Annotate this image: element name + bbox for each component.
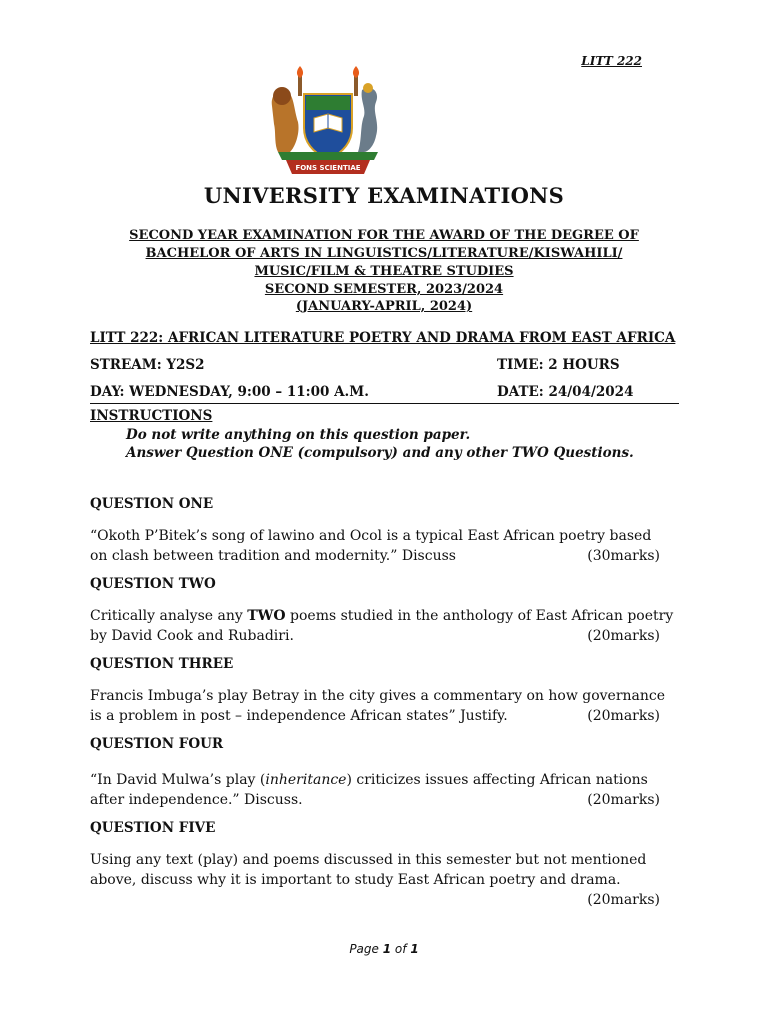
- day-field: DAY: WEDNESDAY, 9:00 – 11:00 A.M.: [90, 384, 369, 400]
- divider-rule: [90, 403, 679, 404]
- question-five-text: [90, 850, 678, 910]
- question-one-text: [90, 526, 678, 566]
- question-four-heading: QUESTION FOUR: [90, 736, 224, 752]
- question-four-line-2: after independence.” Discuss.: [90, 792, 303, 808]
- course-code: LITT 222: [581, 54, 642, 68]
- question-two-line-1-post: poems studied in the anthology of East African poetry: [285, 608, 674, 624]
- stream-field: STREAM: Y2S2: [90, 357, 205, 373]
- course-title: LITT 222: AFRICAN LITERATURE POETRY AND DRAMA FROM EAST AFRICA: [90, 330, 676, 346]
- degree-line-1: SECOND YEAR EXAMINATION FOR THE AWARD OF THE DEGREE OF: [129, 228, 639, 243]
- semester-line: SECOND SEMESTER, 2023/2024: [264, 282, 504, 297]
- instruction-line-1: Do not write anything on this question paper.: [126, 427, 471, 443]
- period-line: (JANUARY-APRIL, 2024): [295, 299, 473, 314]
- question-four-italic: inheritance: [265, 772, 347, 788]
- question-five-line-2: above, discuss why it is important to study East African poetry and drama.: [90, 872, 621, 888]
- instructions-heading: INSTRUCTIONS: [90, 408, 213, 424]
- footer-page-word: Page: [349, 942, 379, 956]
- degree-line-3: MUSIC/FILM & THEATRE STUDIES: [254, 264, 514, 279]
- date-field: DATE: 24/04/2024: [497, 384, 634, 400]
- question-five-line-1: Using any text (play) and poems discussed in this semester but not mentioned: [90, 852, 647, 868]
- question-one-heading: QUESTION ONE: [90, 496, 214, 512]
- question-two-line-1-pre: Critically analyse any: [90, 608, 248, 624]
- footer-page-number: 1: [382, 942, 392, 956]
- question-two-emphasis: TWO: [247, 608, 286, 624]
- footer-of-word: of: [394, 942, 407, 956]
- question-three-marks: (20marks): [587, 708, 660, 724]
- question-one-marks: (30marks): [587, 548, 660, 564]
- question-two-heading: QUESTION TWO: [90, 576, 216, 592]
- question-four-line-1-pre: “In David Mulwa’s play (: [90, 772, 266, 788]
- time-field: TIME: 2 HOURS: [497, 357, 620, 373]
- question-three-line-2: is a problem in post – independence African states” Justify.: [90, 708, 508, 724]
- question-four-text: [90, 770, 678, 810]
- question-three-text: [90, 686, 678, 726]
- university-crest-logo: [264, 66, 392, 178]
- question-five-marks: (20marks): [587, 892, 660, 908]
- question-one-line-1: “Okoth P’Bitek’s song of lawino and Ocol is a typical East African poetry based: [90, 528, 652, 544]
- question-two-text: [90, 606, 678, 646]
- question-five-heading: QUESTION FIVE: [90, 820, 216, 836]
- question-two-line-2: by David Cook and Rubadiri.: [90, 628, 294, 644]
- footer-page-total: 1: [410, 942, 419, 956]
- question-two-marks: (20marks): [587, 628, 660, 644]
- degree-line-2: BACHELOR OF ARTS IN LINGUISTICS/LITERATURE/KISWAHILI/: [145, 246, 623, 261]
- page-footer: [0, 942, 768, 956]
- question-four-line-1-post: ) criticizes issues affecting African nations: [346, 772, 648, 788]
- question-one-line-2: on clash between tradition and modernity.” Discuss: [90, 548, 456, 564]
- question-three-line-1: Francis Imbuga’s play Betray in the city gives a commentary on how governance: [90, 688, 666, 704]
- instruction-line-2: Answer Question ONE (compulsory) and any other TWO Questions.: [126, 445, 634, 461]
- question-four-marks: (20marks): [587, 792, 660, 808]
- exam-title: UNIVERSITY EXAMINATIONS: [203, 183, 565, 208]
- crest-motto: FONS SCIENTIAE: [295, 164, 361, 172]
- question-three-heading: QUESTION THREE: [90, 656, 234, 672]
